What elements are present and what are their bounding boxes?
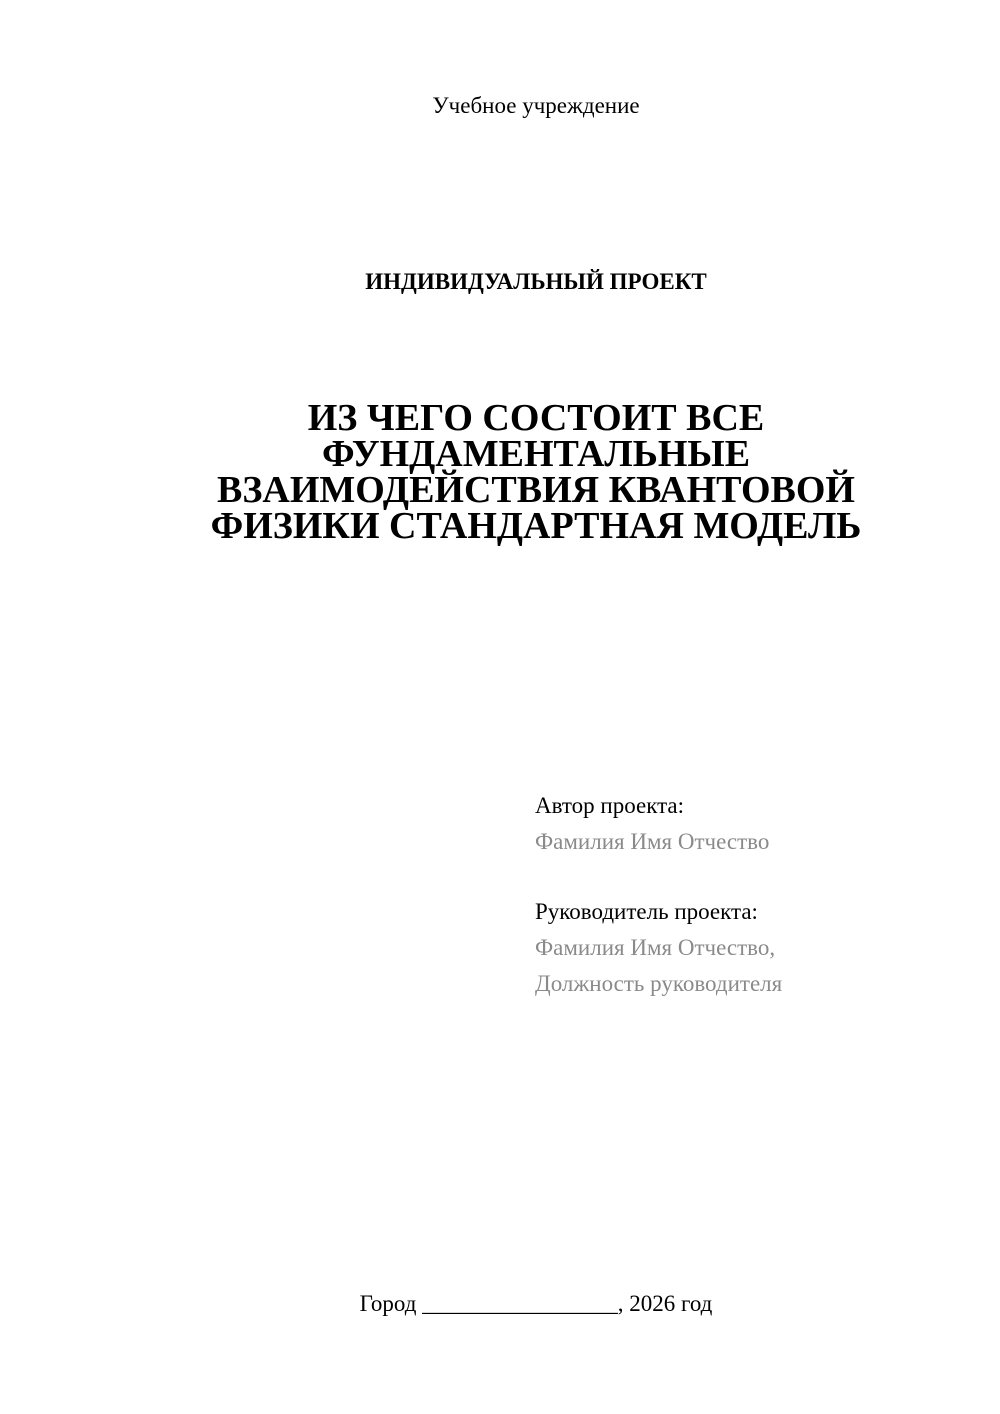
institution-name: Учебное учреждение xyxy=(432,93,640,118)
supervisor-label: Руководитель проекта: xyxy=(535,899,758,924)
author-label: Автор проекта: xyxy=(535,793,684,818)
authors-block xyxy=(535,788,975,1002)
title-line: ФИЗИКИ СТАНДАРТНАЯ МОДЕЛЬ xyxy=(210,505,862,547)
supervisor-position-placeholder: Должность руководителя xyxy=(535,971,783,996)
title-line: ИЗ ЧЕГО СОСТОИТ ВСЕ xyxy=(307,397,765,439)
project-type: ИНДИВИДУАЛЬНЫЙ ПРОЕКТ xyxy=(365,269,707,294)
project-title xyxy=(160,397,912,547)
author-name-placeholder: Фамилия Имя Отчество xyxy=(535,829,770,854)
title-line: ВЗАИМОДЕЙСТВИЯ КВАНТОВОЙ xyxy=(217,469,855,511)
supervisor-name-placeholder: Фамилия Имя Отчество, xyxy=(535,935,776,960)
title-line: ФУНДАМЕНТАЛЬНЫЕ xyxy=(321,433,751,475)
city-year-line: Город _________________, 2026 год xyxy=(359,1291,713,1316)
spacer xyxy=(535,860,975,894)
